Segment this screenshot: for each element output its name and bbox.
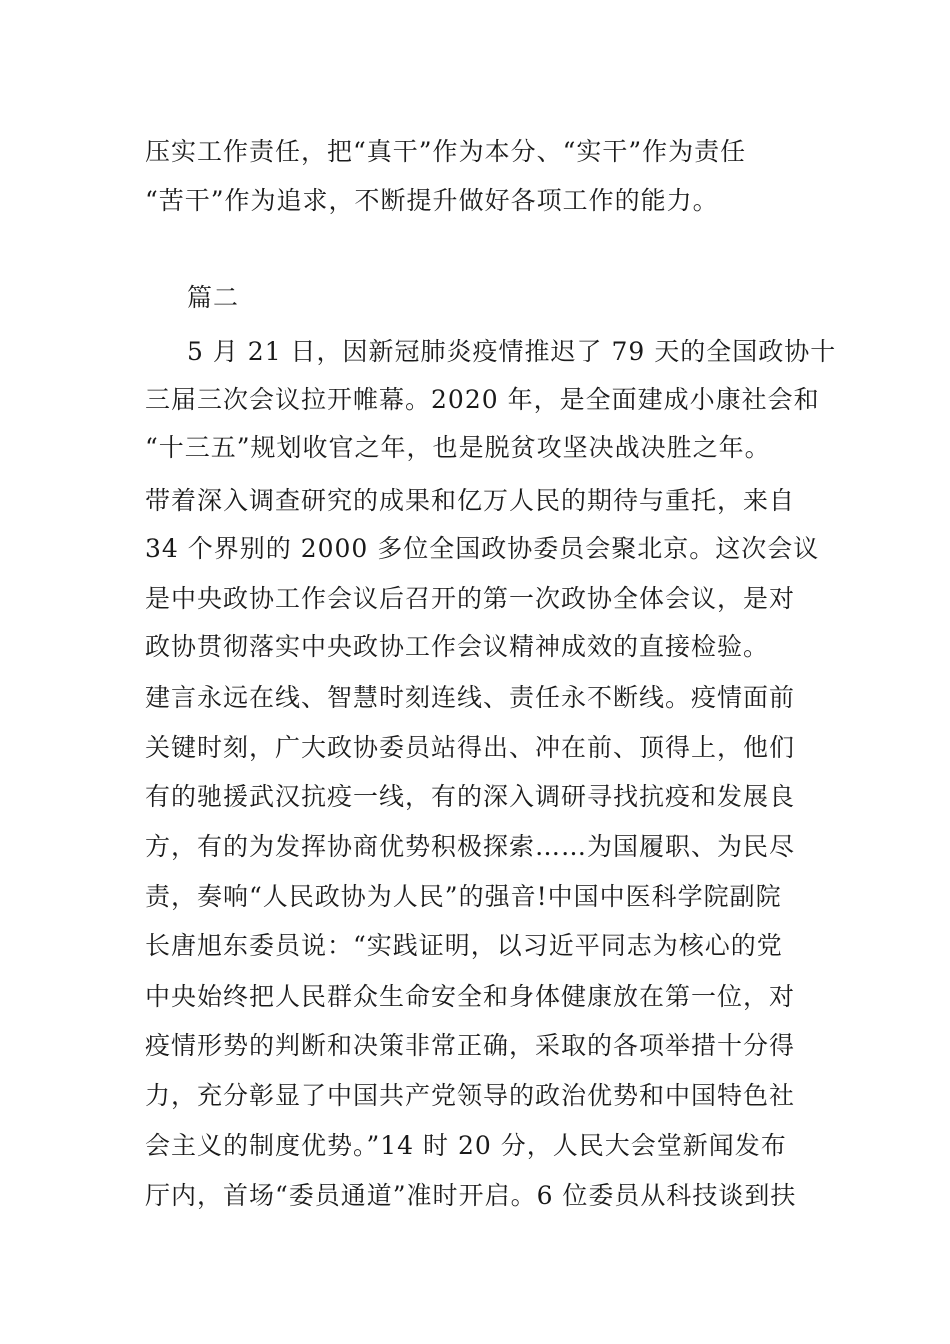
text-line-5: “十三五”规划收官之年，也是脱贫攻坚决战决胜之年。 [145, 433, 771, 462]
text-line-9: 政协贯彻落实中央政协工作会议精神成效的直接检验。 [145, 632, 770, 661]
text-line-15: 长唐旭东委员说：“实践证明，以习近平同志为核心的党 [145, 931, 783, 960]
text-line-20: 厅内，首场“委员通道”准时开启。6 位委员从科技谈到扶 [145, 1181, 797, 1210]
text-line-3: 5 月 21 日，因新冠肺炎疫情推迟了 79 天的全国政协十 [187, 337, 837, 366]
text-line-10: 建言永远在线、智慧时刻连线、责任永不断线。疫情面前 [145, 683, 796, 712]
text-line-17: 疫情形势的判断和决策非常正确，采取的各项举措十分得 [145, 1031, 796, 1060]
text-line-11: 关键时刻，广大政协委员站得出、冲在前、顶得上，他们 [145, 733, 796, 762]
text-line-7: 34 个界别的 2000 多位全国政协委员会聚北京。这次会议 [145, 534, 820, 563]
section-heading: 篇二 [187, 283, 240, 312]
text-line-14: 责，奏响“人民政协为人民”的强音!中国中医科学院副院 [145, 882, 782, 911]
text-line-8: 是中央政协工作会议后召开的第一次政协全体会议，是对 [145, 584, 796, 613]
text-line-1: 压实工作责任，把“真干”作为本分、“实干”作为责任 [145, 137, 747, 166]
text-line-13: 方，有的为发挥协商优势积极探索……为国履职、为民尽 [145, 832, 796, 861]
text-line-19: 会主义的制度优势。”14 时 20 分，人民大会堂新闻发布 [145, 1131, 787, 1160]
text-line-18: 力，充分彰显了中国共产党领导的政治优势和中国特色社 [145, 1081, 796, 1110]
text-line-6: 带着深入调查研究的成果和亿万人民的期待与重托，来自 [145, 486, 796, 515]
text-line-12: 有的驰援武汉抗疫一线，有的深入调研寻找抗疫和发展良 [145, 782, 796, 811]
text-line-2: “苦干”作为追求，不断提升做好各项工作的能力。 [145, 186, 719, 215]
text-line-16: 中央始终把人民群众生命安全和身体健康放在第一位，对 [145, 982, 796, 1011]
text-line-4: 三届三次会议拉开帷幕。2020 年，是全面建成小康社会和 [145, 385, 820, 414]
